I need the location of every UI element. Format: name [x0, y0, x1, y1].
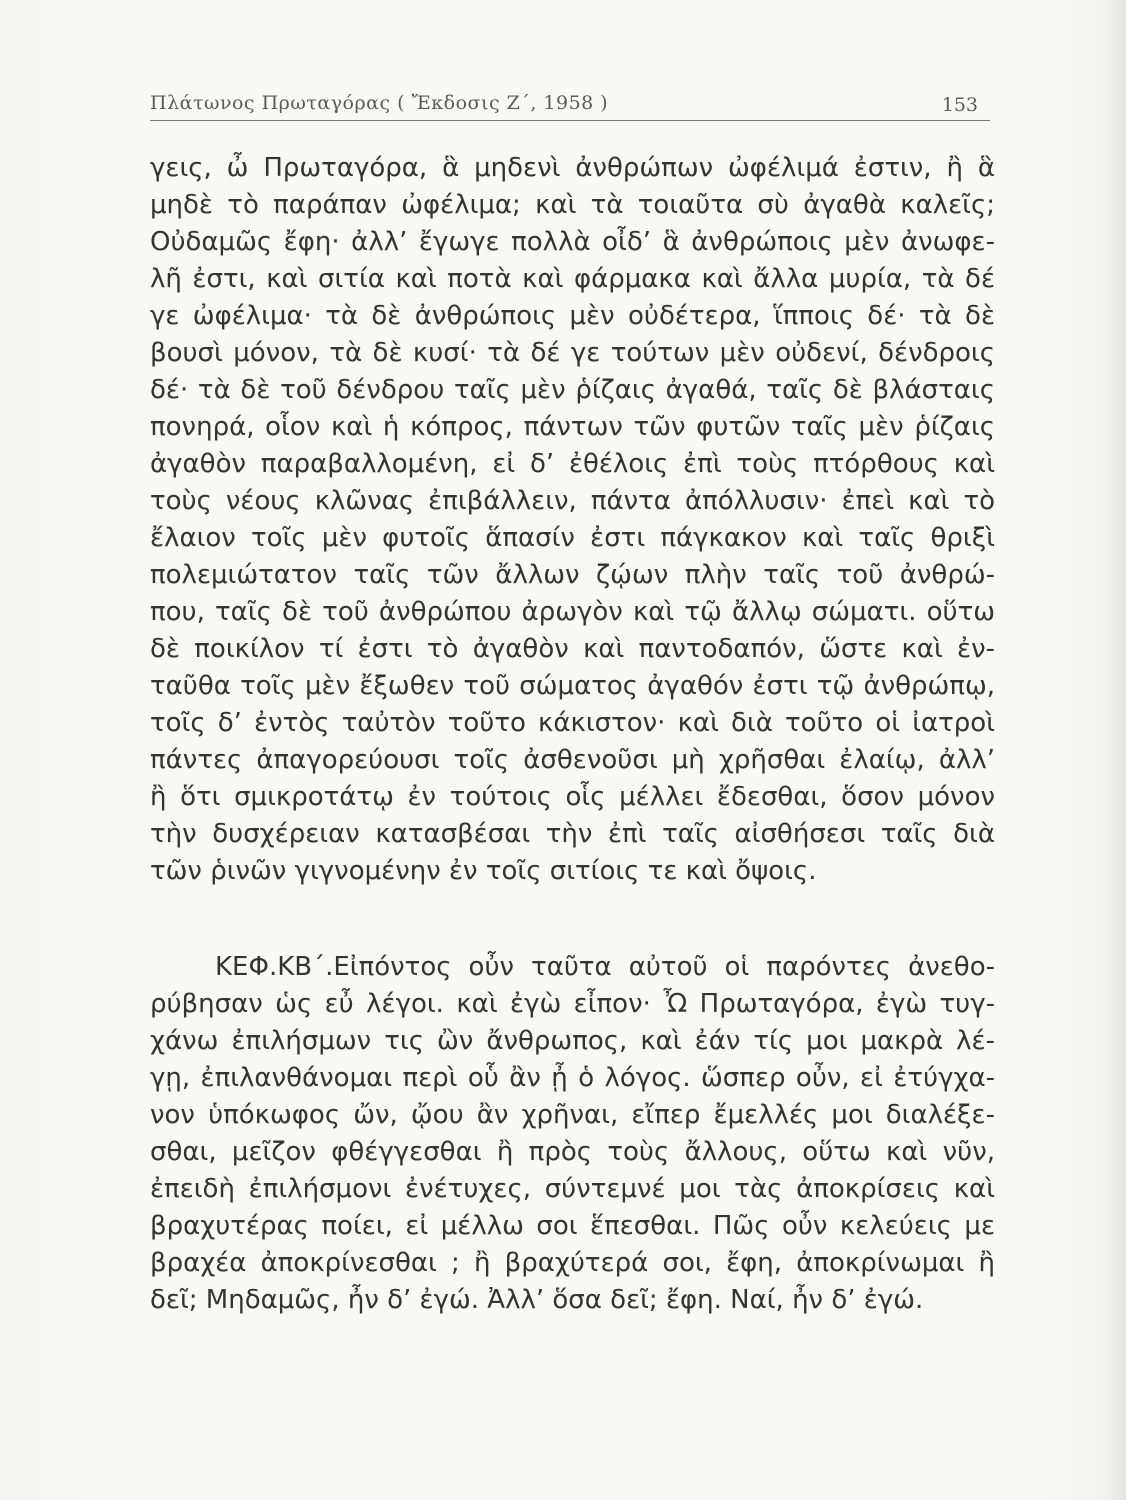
- text-line: ρύβησαν ὡς εὖ λέγοι. καὶ ἐγὼ εἶπον· Ὦ Πρωταγόρα, ἐγὼ τυγ-: [150, 989, 995, 1019]
- text-line: που, ταῖς δὲ τοῦ ἀνθρώπου ἀρωγὸν καὶ τῷ ἄλλῳ σώματι. οὕτω: [150, 597, 995, 627]
- text-line: ἢ ὅτι σμικροτάτῳ ἐν τούτοις οἷς μέλλει ἔδεσθαι, ὅσον μόνον: [150, 782, 995, 812]
- text-line: ἀγαθὸν παραβαλλομένη, εἰ δ’ ἐθέλοις ἐπὶ τοὺς πτόρθους καὶ: [150, 449, 995, 479]
- text-line: βουσὶ μόνον, τὰ δὲ κυσί· τὰ δέ γε τούτων μὲν οὐδενί, δένδροις: [150, 338, 995, 368]
- text-line: τῶν ῥινῶν γιγνομένην ἐν τοῖς σιτίοις τε καὶ ὄψοις.: [150, 856, 817, 886]
- text-line: πονηρά, οἷον καὶ ἡ κόπρος, πάντων τῶν φυτῶν ταῖς μὲν ῥίζαις: [150, 412, 995, 442]
- text-line: μηδὲ τὸ παράπαν ὠφέλιμα; καὶ τὰ τοιαῦτα σὺ ἀγαθὰ καλεῖς;: [150, 190, 995, 220]
- text-line: τὴν δυσχέρειαν κατασβέσαι τὴν ἐπὶ ταῖς αἰσθήσεσι ταῖς διὰ: [150, 819, 995, 849]
- text-line: ἐπειδὴ ἐπιλήσμονι ἐνέτυχες, σύντεμνέ μοι τὰς ἀποκρίσεις καὶ: [150, 1174, 995, 1204]
- body-text: [150, 150, 995, 1319]
- text-line: δεῖ; Μηδαμῶς, ἦν δ’ ἐγώ. Ἀλλ’ ὅσα δεῖ; ἔφη. Ναί, ἦν δ’ ἐγώ.: [150, 1285, 924, 1315]
- text-line: σθαι, μεῖζον φθέγγεσθαι ἢ πρὸς τοὺς ἄλλους, οὕτω καὶ νῦν,: [150, 1137, 995, 1167]
- chapter-label: ΚΕΦ.ΚΒ΄.: [215, 952, 334, 982]
- text-line: χάνω ἐπιλήσμων τις ὢν ἄνθρωπος, καὶ ἐάν τίς μοι μακρὰ λέ-: [150, 1026, 995, 1056]
- text-line: γῃ, ἐπιλανθάνομαι περὶ οὗ ἂν ᾖ ὁ λόγος. ὥσπερ οὖν, εἰ ἐτύγχα-: [150, 1063, 995, 1093]
- text-line: γεις, ὦ Πρωταγόρα, ἃ μηδενὶ ἀνθρώπων ὠφέλιμά ἐστιν, ἢ ἃ: [150, 153, 995, 183]
- text-line: δὲ ποικίλον τί ἐστι τὸ ἀγαθὸν καὶ παντοδαπόν, ὥστε καὶ ἐν-: [150, 634, 995, 664]
- text-line: δέ· τὰ δὲ τοῦ δένδρου ταῖς μὲν ῥίζαις ἀγαθά, ταῖς δὲ βλάσταις: [150, 375, 995, 405]
- text-line: ἔλαιον τοῖς μὲν φυτοῖς ἅπασίν ἐστι πάγκακον καὶ ταῖς θριξὶ: [150, 523, 995, 553]
- paragraph-2: [150, 949, 995, 1319]
- text-line: γε ὠφέλιμα· τὰ δὲ ἀνθρώποις μὲν οὐδέτερα, ἵπποις δέ· τὰ δὲ: [150, 301, 995, 331]
- text-line: ταῦθα τοῖς μὲν ἔξωθεν τοῦ σώματος ἀγαθόν ἐστι τῷ ἀνθρώπῳ,: [150, 671, 995, 701]
- text-line: Οὐδαμῶς ἔφη· ἀλλ’ ἔγωγε πολλὰ οἶδ’ ἃ ἀνθρώποις μὲν ἀνωφε-: [150, 227, 995, 257]
- text-line: βραχυτέρας ποίει, εἰ μέλλω σοι ἕπεσθαι. Πῶς οὖν κελεύεις με: [150, 1211, 995, 1241]
- running-head-title: Πλάτωνος Πρωταγόρας ( Ἔκδοσις Ζ΄, 1958 ): [150, 92, 609, 114]
- text-line: βραχέα ἀποκρίνεσθαι ; ἢ βραχύτερά σοι, ἔφη, ἀποκρίνωμαι ἢ: [150, 1248, 995, 1278]
- text-line: λῆ ἐστι, καὶ σιτία καὶ ποτὰ καὶ φάρμακα καὶ ἄλλα μυρία, τὰ δέ: [150, 264, 995, 294]
- chapter-opening-text: Εἰπόντος οὖν ταῦτα αὐτοῦ οἱ παρόντες ἀνεθο-: [333, 952, 995, 982]
- text-line: νον ὑπόκωφος ὤν, ᾤου ἂν χρῆναι, εἴπερ ἔμελλές μοι διαλέξε-: [150, 1100, 995, 1130]
- paragraph-1: [150, 150, 995, 890]
- text-line: τοὺς νέους κλῶνας ἐπιβάλλειν, πάντα ἀπόλλυσιν· ἐπεὶ καὶ τὸ: [150, 486, 995, 516]
- paragraph-gap: [150, 890, 995, 949]
- page-edge-shadow: [1104, 0, 1126, 1500]
- text-line: πάντες ἀπαγορεύουσι τοῖς ἀσθενοῦσι μὴ χρῆσθαι ἐλαίῳ, ἀλλ’: [150, 745, 995, 775]
- page-number: 153: [941, 94, 978, 116]
- chapter-opening-line: [150, 949, 995, 986]
- text-line: τοῖς δ’ ἐντὸς ταὐτὸν τοῦτο κάκιστον· καὶ διὰ τοῦτο οἱ ἰατροὶ: [150, 708, 995, 738]
- text-line: πολεμιώτατον ταῖς τῶν ἄλλων ζῴων πλὴν ταῖς τοῦ ἀνθρώ-: [150, 560, 995, 590]
- header-rule: [150, 120, 990, 121]
- running-head: [150, 88, 990, 124]
